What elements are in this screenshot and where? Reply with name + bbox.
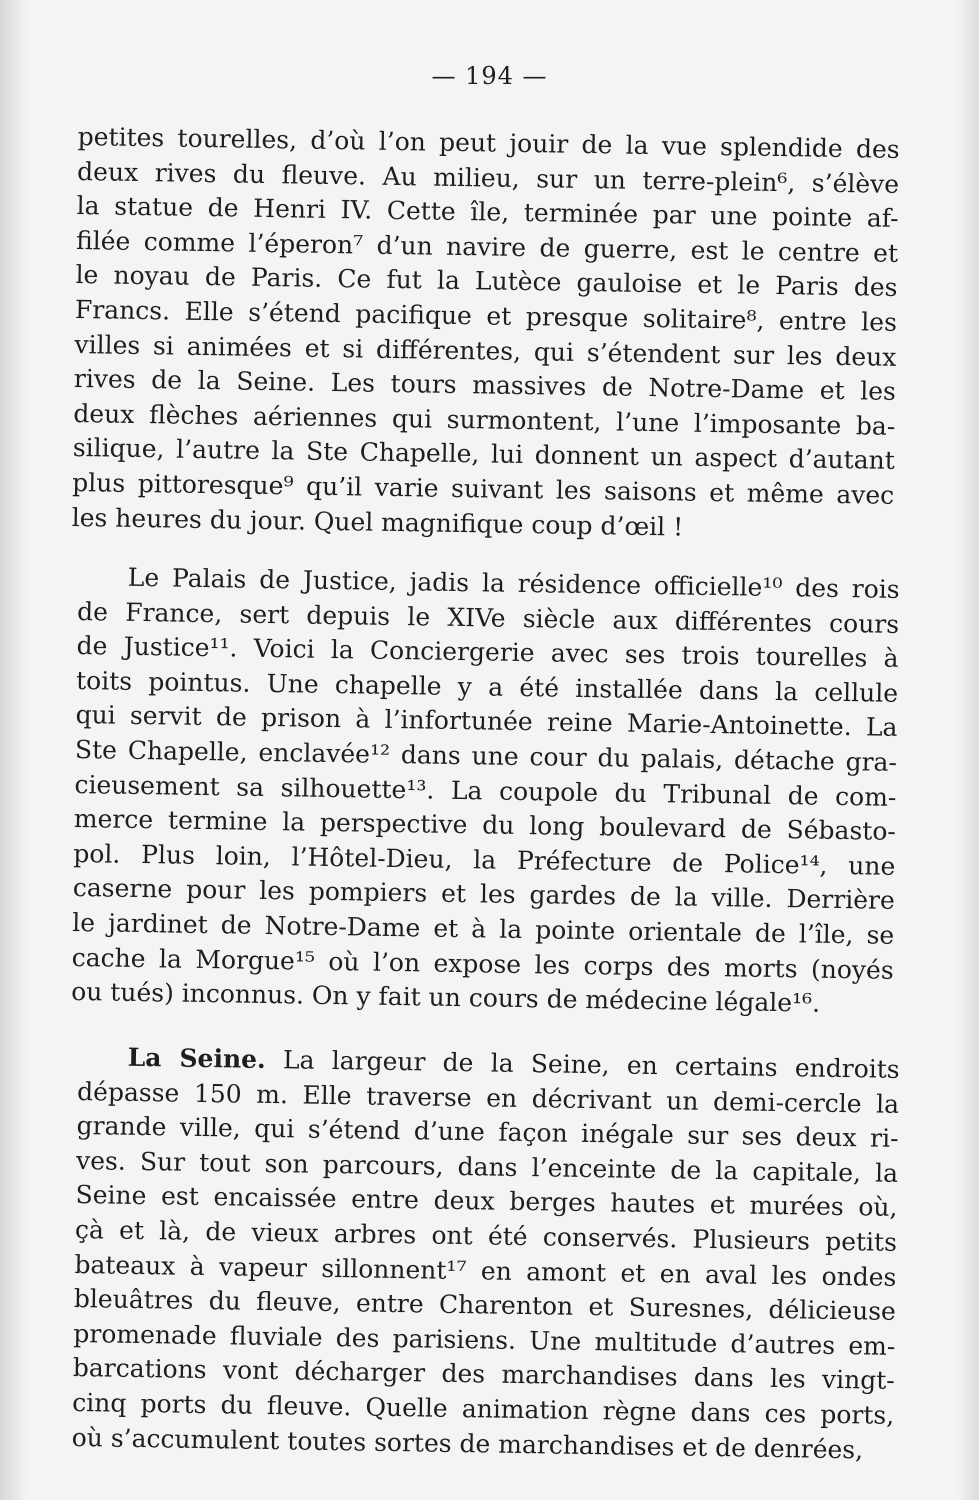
section-heading: La Seine. xyxy=(127,1042,266,1074)
paragraph-ile-de-la-cite xyxy=(71,120,899,548)
text-line: Ste Chapelle, enclavée¹² dans une cour du palais, détache gra- xyxy=(74,734,898,777)
page-right-edge xyxy=(957,0,979,1500)
text-line: Francs. Elle s’étend pacifique et presque solitaire⁸, entre les xyxy=(74,294,898,337)
paragraph-la-seine xyxy=(71,1040,899,1468)
text-line: Seine est encaissée entre deux berges hautes et murées où, xyxy=(75,1180,898,1223)
text-line-content: La largeur de la Seine, en certains endroits xyxy=(265,1044,900,1084)
text-line: qui servit de prison à l’infortunée reine Marie-Antoinette. La xyxy=(75,700,898,743)
text-line: ves. Sur tout son parcours, dans l’enceinte de la capitale, la xyxy=(75,1145,899,1188)
page-left-edge xyxy=(0,0,28,1500)
text-line: bleuâtres du fleuve, entre Charenton et Suresnes, délicieuse xyxy=(73,1284,897,1327)
text-line: filée comme l’éperon⁷ d’un navire de guerre, est le centre et xyxy=(75,225,899,268)
text-line: les heures du jour. Quel magnifique coup d’œil ! xyxy=(71,502,684,542)
text-line: cache la Morgue¹⁵ où l’on expose les corps des morts (noyés xyxy=(71,942,894,985)
text-line: çà et là, de vieux arbres ont été conservés. Plusieurs petits xyxy=(74,1214,898,1257)
text-line: de France, sert depuis le XIVe siècle aux différentes cours xyxy=(76,596,900,639)
text-line: de Justice¹¹. Voici la Conciergerie avec ses trois tourelles à xyxy=(76,631,899,674)
text-line: promenade fluviale des parisiens. Une multitude d’autres em- xyxy=(73,1318,896,1361)
page-number: — 194 — xyxy=(431,62,548,90)
text-line: le noyau de Paris. Ce fut la Lutèce gauloise et le Paris des xyxy=(75,260,898,303)
text-line: la statue de Henri IV. Cette île, terminée par une pointe af- xyxy=(76,191,899,234)
text-line: où s’accumulent toutes sortes de marchandises et de denrées, xyxy=(71,1422,864,1464)
text-line: le jardinet de Notre-Dame et à la pointe orientale de l’île, se xyxy=(72,907,895,950)
text-line: villes si animées et si différentes, qui s’étendent sur les deux xyxy=(74,329,897,372)
text-line: barcations vont décharger des marchandises dans les vingt- xyxy=(72,1353,895,1396)
text-line: grande ville, qui s’étend d’une façon inégale sur ses deux ri- xyxy=(76,1111,899,1154)
text-line: pol. Plus loin, l’Hôtel-Dieu, la Préfecture de Police¹⁴, une xyxy=(73,838,896,881)
text-line: ou tués) inconnus. On y fait un cours de médecine légale¹⁶. xyxy=(70,977,821,1018)
text-line: dépasse 150 m. Elle traverse en décrivant un demi-cercle la xyxy=(76,1076,900,1119)
text-line: petites tourelles, d’où l’on peut jouir de la vue splendide des xyxy=(77,121,900,164)
text-line: silique, l’autre la Ste Chapelle, lui donnent un aspect d’autant xyxy=(72,433,895,476)
text-line: merce termine la perspective du long boulevard de Sébasto- xyxy=(73,804,897,847)
text-line: bateaux à vapeur sillonnent¹⁷ en amont et en aval les ondes xyxy=(74,1249,897,1292)
text-line: deux rives du fleuve. Au milieu, sur un terre-plein⁶, s’élève xyxy=(76,156,900,199)
text-line: plus pittoresque⁹ qu’il varie suivant les saisons et même avec xyxy=(72,467,895,510)
text-line: cieusement sa silhouette¹³. La coupole du Tribunal de com- xyxy=(74,769,897,812)
text-line: Le Palais de Justice, jadis la résidence officielle¹⁰ des rois xyxy=(127,562,900,604)
text-line: rives de la Seine. Les tours massives de Notre-Dame et les xyxy=(73,364,897,407)
text-line: toits pointus. Une chapelle y a été installée dans la cellule xyxy=(75,665,899,708)
text-line: deux flèches aériennes qui surmontent, l’une l’imposante ba- xyxy=(73,398,896,441)
text-line: caserne pour les pompiers et les gardes de la ville. Derrière xyxy=(72,873,895,916)
paragraph-palais-de-justice xyxy=(71,560,900,1023)
text-line: cinq ports du fleuve. Quelle animation règne dans ces ports, xyxy=(72,1387,895,1430)
